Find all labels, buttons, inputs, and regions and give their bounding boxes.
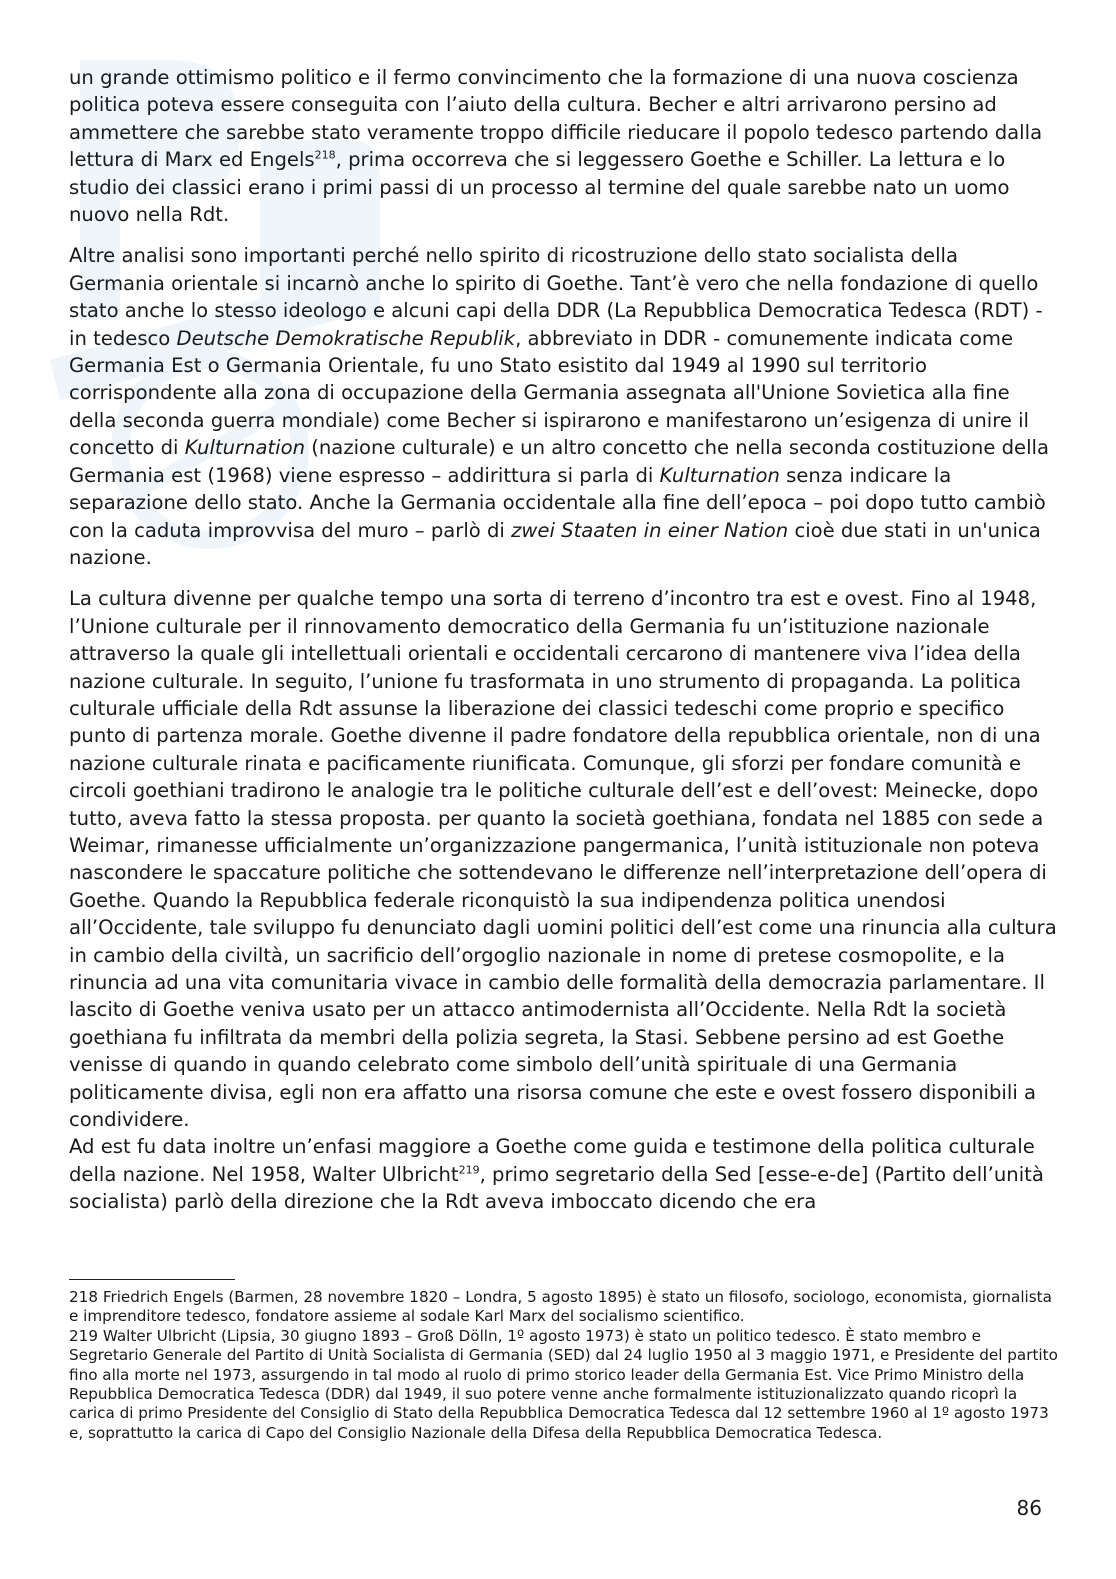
paragraph-3: La cultura divenne per qualche tempo una sorta di terreno d’incontro tra est e ovest. Fino al 1948, l’Unione culturale per il rinnovamento democratico della Germania fu un’istituzione nazionale attraverso la quale gli intellettuali orientali e occidentali cercarono di mantenere viva l’idea della nazione culturale. In seguito, l’unione fu trasformata in uno strumento di propaganda. La politica culturale ufficiale della Rdt assunse la liberazione dei classici tedeschi come proprio e specifico punto di partenza morale. Goethe divenne il padre fondatore della repubblica orientale, non di una nazione culturale rinata e pacificamente riunificata. Comunque, gli sforzi per fondare comunità e circoli goethiani tradirono le analogie tra le politiche culturale dell’est e dell’ovest: Meinecke, dopo tutto, aveva fatto la stessa proposta. per quanto la società goethiana, fondata nel 1885 con sede a Weimar, rimanesse ufficialmente un’organizzazione pangermanica, l’unità istituzionale non poteva nascondere le spaccature politiche che sottendevano le differenze nell’interpretazione dell’opera di Goethe. Quando la Repubblica federale riconquistò la sua indipendenza politica unendosi all’Occidente, tale sviluppo fu denunciato dagli uomini politici dell’est come una rinuncia alla cultura in cambio della civiltà, un sacrificio dell’orgoglio nazionale in nome di pretese cosmopolite, e la rinuncia ad una vita comunitaria vivace in cambio delle formalità della democrazia parlamentare. Il lascito di Goethe veniva usato per un attacco antimodernista all’Occidente. Nella Rdt la società goethiana fu infiltrata da membri della polizia segreta, la Stasi. Sebbene persino ad est Goethe venisse di quando in quando celebrato come simbolo dell’unità spirituale di una Germania politicamente divisa, egli non era affatto una risorsa comune che este e ovest fossero disponibili a condividere. bbox=[69, 587, 1057, 1132]
footnote-separator bbox=[69, 1279, 235, 1280]
footnote-218: 218 Friedrich Engels (Barmen, 28 novembre 1820 – Londra, 5 agosto 1895) è stato un filosofo, sociologo, economista, giornalista e imprenditore tedesco, fondatore assieme al sodale Karl Marx del socialismo scientifico. bbox=[69, 1288, 1052, 1326]
page-number: 86 bbox=[1016, 1496, 1042, 1520]
footnote-ref-219[interactable]: 219 bbox=[458, 1163, 480, 1177]
paragraph-2: Altre analisi sono importanti perché nello spirito di ricostruzione dello stato socialista della Germania orientale si incarnò anche lo spirito di Goethe. Tant’è vero che nella fondazione di quello stato anche lo stesso ideologo e alcuni capi della DDR (La Repubblica Democratica Tedesca (RDT) - in tedesco Deutsche Demokratische Republik, abbreviato in DDR - comunemente indicata come Germania Est o Germania Orientale, fu uno Stato esistito dal 1949 al 1990 sul territorio corrispondente alla zona di occupazione della Germania assegnata all'Unione Sovietica alla fine della seconda guerra mondiale) come Becher si ispirarono e manifestarono un’esigenza di unire il concetto di Kulturnation (nazione culturale) e un altro concetto che nella seconda costituzione della Germania est (1968) viene espresso – addirittura si parla di Kulturnation senza indicare la separazione dello stato. Anche la Germania occidentale alla fine dell’epoca – poi dopo tutto cambiò con la caduta improvvisa del muro – parlò di zwei Staaten in einer Nation cioè due stati in un'unica nazione. bbox=[69, 244, 1049, 569]
paragraph-4: Ad est fu data inoltre un’enfasi maggiore a Goethe come guida e testimone della politica culturale della nazione. Nel 1958, Walter Ulbricht$^{219}$, primo segretario della Sed [esse-e-de] (Partito dell’unità socialista) parlò della direzione che la Rdt aveva imboccato dicendo che era bbox=[69, 1135, 1044, 1214]
paragraph-1: un grande ottimismo politico e il fermo convincimento che la formazione di una nuova coscienza politica poteva essere conseguita con l’aiuto della cultura. Becher e altri arrivarono persino ad ammettere che sarebbe stato veramente troppo difficile rieducare il popolo tedesco partendo dalla lettura di Marx ed Engels$^{218}$, prima occorreva che si leggessero Goethe e Schiller. La lettura e lo studio dei classici erano i primi passi di un processo al termine del quale sarebbe nato un uomo nuovo nella Rdt. bbox=[69, 66, 1043, 227]
footnote-219: 219 Walter Ulbricht (Lipsia, 30 giugno 1893 – Groß Dölln, 1º agosto 1973) è stato un politico tedesco. È stato membro e Segretario Generale del Partito di Unità Socialista di Germania (SED) dal 24 luglio 1950 al 3 maggio 1971, e Presidente del partito fino alla morte nel 1973, assurgendo in tal modo al ruolo di primo storico leader della Germania Est. Vice Primo Ministro della Repubblica Democratica Tedesca (DDR) dal 1949, il suo potere venne anche formalmente istituzionalizzato quando ricoprì la carica di primo Presidente del Consiglio di Stato della Repubblica Democratica Tedesca dal 12 settembre 1960 al 1º agosto 1973 e, soprattutto la carica di Capo del Consiglio Nazionale della Difesa della Repubblica Democratica Tedesca. bbox=[69, 1326, 1058, 1442]
footnotes bbox=[69, 1288, 1059, 1443]
footnote-ref-218[interactable]: 218 bbox=[314, 148, 336, 162]
body-text bbox=[69, 64, 1059, 1216]
